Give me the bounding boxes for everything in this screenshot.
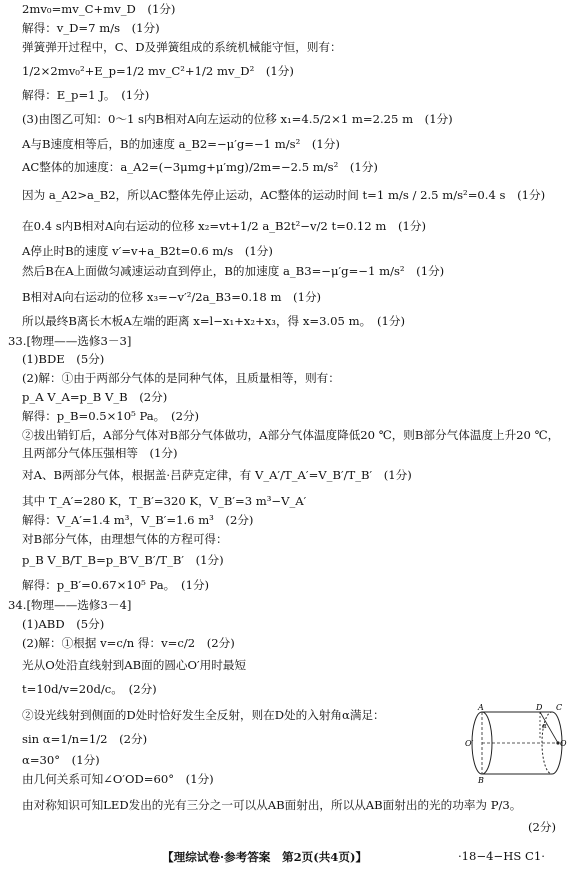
text-line: 弹簧弹开过程中，C、D及弹簧组成的系统机械能守恒，则有： — [22, 40, 342, 54]
label-o-prime: O′ — [465, 739, 474, 748]
text-line: (2)解：①由于两部分气体的是同种气体，且质量相等，则有： — [22, 371, 340, 385]
text-line: (1)ABD (5分) — [22, 617, 105, 631]
text-line: (3)由图乙可知：0～1 s内B相对A向左运动的位移 x₁=4.5/2×1 m=2.25 m (1分) — [22, 112, 453, 126]
label-c: C — [556, 704, 563, 712]
text-line: 解得：E_p=1 J。 (1分) — [22, 88, 150, 102]
label-b: B — [478, 776, 484, 784]
cylinder-figure — [460, 704, 570, 784]
text-line: AC整体的加速度：a_A2=(−3μmg+μ′mg)/2m=−2.5 m/s² (1分) — [22, 160, 378, 174]
label-d: D — [536, 704, 543, 712]
text-line: ②设光线射到侧面的D处时恰好发生全反射，则在D处的入射角α满足： — [22, 708, 385, 722]
text-line: A与B速度相等后，B的加速度 a_B2=−μ′g=−1 m/s² (1分) — [22, 137, 340, 151]
text-line: sin α=1/n=1/2 (2分) — [22, 732, 148, 746]
text-line: 1/2×2mv₀²+E_p=1/2 mv_C²+1/2 mv_D² (1分) — [22, 64, 294, 78]
text-line: 其中 T_A′=280 K，T_B′=320 K，V_B′=3 m³−V_A′ — [22, 494, 307, 508]
text-line: 因为 a_A2>a_B2，所以AC整体先停止运动，AC整体的运动时间 t=1 m/s / 2.5 m/s²=0.4 s (1分) — [22, 188, 546, 202]
text-line: 对B部分气体，由理想气体的方程可得： — [22, 532, 228, 546]
label-o: O — [560, 739, 567, 748]
text-line: B相对A向右运动的位移 x₃=−v′²/2a_B3=0.18 m (1分) — [22, 290, 322, 304]
text-line: p_A V_A=p_B V_B (2分) — [22, 390, 168, 404]
text-line: 且两部分气体压强相等 (1分) — [22, 446, 178, 460]
text-line: 然后B在A上面做匀减速运动直到停止，B的加速度 a_B3=−μ′g=−1 m/s² (1分) — [22, 264, 445, 278]
footer-title: 【理综试卷·参考答案 第2页(共4页)】 — [162, 850, 368, 864]
section-heading: 34.[物理——选修3－4] — [8, 598, 132, 612]
section-heading: 33.[物理——选修3－3] — [8, 334, 132, 348]
text-line: 解得：V_A′=1.4 m³，V_B′=1.6 m³ (2分) — [22, 513, 254, 527]
text-line: 解得：p_B=0.5×10⁵ Pa。 (2分) — [22, 409, 200, 423]
text-line: 解得：v_D=7 m/s (1分) — [22, 21, 160, 35]
text-line: 所以最终B离长木板A左端的距离 x=l−x₁+x₂+x₃，得 x=3.05 m。 (1分) — [22, 314, 405, 328]
text-line: 在0.4 s内B相对A向右运动的位移 x₂=vt+1/2 a_B2t²−v/2 t=0.12 m (1分) — [22, 219, 426, 233]
label-a: A — [478, 704, 484, 712]
text-line: 对A、B两部分气体，根据盖·吕萨克定律，有 V_A′/T_A′=V_B′/T_B′ (1分) — [22, 468, 412, 482]
text-line: 由几何关系可知∠O′OD=60° (1分) — [22, 772, 214, 786]
text-line: ②拔出销钉后，A部分气体对B部分气体做功，A部分气体温度降低20 ℃，则B部分气体温度上升20 ℃， — [22, 428, 560, 442]
text-line: 解得：p_B′=0.67×10⁵ Pa。 (1分) — [22, 578, 210, 592]
text-line: α=30° (1分) — [22, 753, 100, 767]
text-line: 2mv₀=mv_C+mv_D (1分) — [22, 2, 176, 16]
text-line: (1)BDE (5分) — [22, 352, 105, 366]
label-alpha: α — [542, 722, 547, 730]
text-line: 由对称知识可知LED发出的光有三分之一可以从AB面射出，所以从AB面射出的光的功率为 P/3。 — [22, 798, 522, 812]
footer-code: ·18−4−HS C1· — [458, 849, 545, 863]
text-line: (2)解：①根据 v=c/n 得：v=c/2 (2分) — [22, 636, 235, 650]
text-line: t=10d/v=20d/c。 (2分) — [22, 682, 157, 696]
text-line: 光从O处沿直线射到AB面的圆心O′用时最短 — [22, 658, 247, 672]
text-line: A停止时B的速度 v′=v+a_B2t=0.6 m/s (1分) — [22, 244, 273, 258]
score-note: (2分) — [527, 820, 556, 834]
text-line: p_B V_B/T_B=p_B′V_B′/T_B′ (1分) — [22, 553, 224, 567]
